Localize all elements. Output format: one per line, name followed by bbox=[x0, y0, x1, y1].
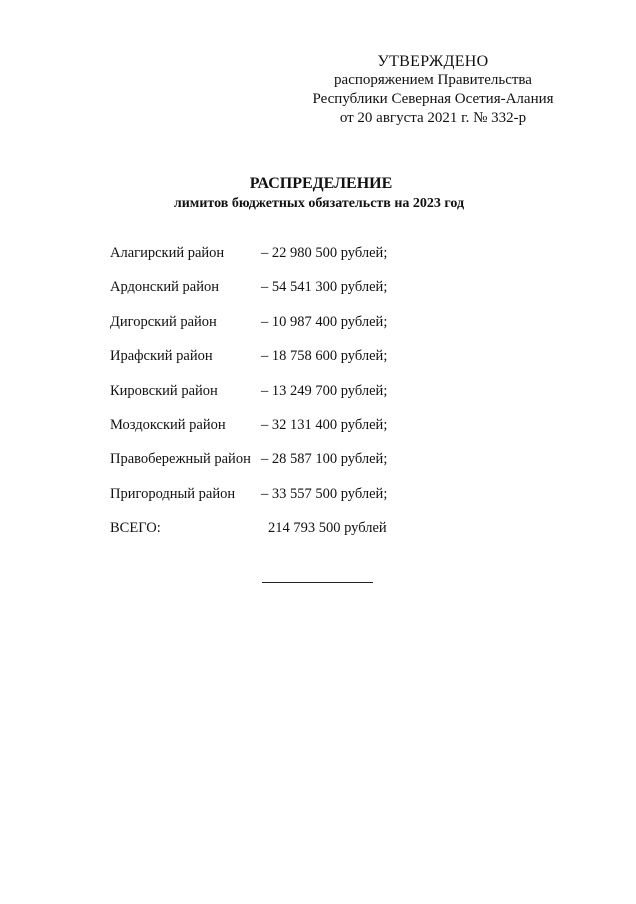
district-amount: – 33 557 500 рублей; bbox=[261, 485, 388, 502]
district-amount: – 10 987 400 рублей; bbox=[261, 313, 388, 330]
distribution-row bbox=[110, 415, 450, 449]
distribution-list bbox=[110, 243, 450, 553]
distribution-row bbox=[110, 484, 450, 518]
distribution-row bbox=[110, 312, 450, 346]
document-title bbox=[0, 174, 636, 213]
distribution-row bbox=[110, 381, 450, 415]
district-amount: – 32 131 400 рублей; bbox=[261, 416, 388, 433]
approval-block bbox=[300, 52, 566, 128]
closing-separator-line bbox=[262, 582, 373, 583]
total-label: ВСЕГО: bbox=[110, 520, 161, 537]
district-amount: – 22 980 500 рублей; bbox=[261, 245, 388, 261]
total-amount: 214 793 500 рублей bbox=[268, 520, 387, 537]
district-name: Ардонский район bbox=[110, 279, 219, 296]
district-amount: – 13 249 700 рублей; bbox=[261, 382, 388, 399]
district-name: Дигорский район bbox=[110, 313, 217, 330]
distribution-row bbox=[110, 277, 450, 311]
district-amount: – 18 758 600 рублей; bbox=[261, 348, 388, 365]
approval-line-1: распоряжением Правительства bbox=[334, 72, 532, 88]
district-name: Пригородный район bbox=[110, 485, 236, 502]
approval-line-3: от 20 августа 2021 г. № 332-р bbox=[339, 110, 527, 126]
district-name: Алагирский район bbox=[110, 245, 225, 261]
district-name: Моздокский район bbox=[110, 416, 226, 433]
distribution-row bbox=[110, 449, 450, 483]
approval-line-2: Республики Северная Осетия-Алания bbox=[312, 91, 554, 107]
title-subheading: лимитов бюджетных обязательств на 2023 год bbox=[173, 196, 465, 211]
distribution-row bbox=[110, 346, 450, 380]
approval-stamp: УТВЕРЖДЕНО bbox=[377, 53, 489, 70]
district-name: Правобережный район bbox=[110, 451, 251, 468]
distribution-row bbox=[110, 243, 450, 277]
district-name: Кировский район bbox=[110, 382, 218, 399]
district-amount: – 54 541 300 рублей; bbox=[261, 279, 388, 296]
district-name: Ирафский район bbox=[110, 348, 213, 365]
district-amount: – 28 587 100 рублей; bbox=[261, 451, 388, 468]
title-heading: РАСПРЕДЕЛЕНИЕ bbox=[249, 175, 393, 192]
total-row bbox=[110, 518, 450, 552]
